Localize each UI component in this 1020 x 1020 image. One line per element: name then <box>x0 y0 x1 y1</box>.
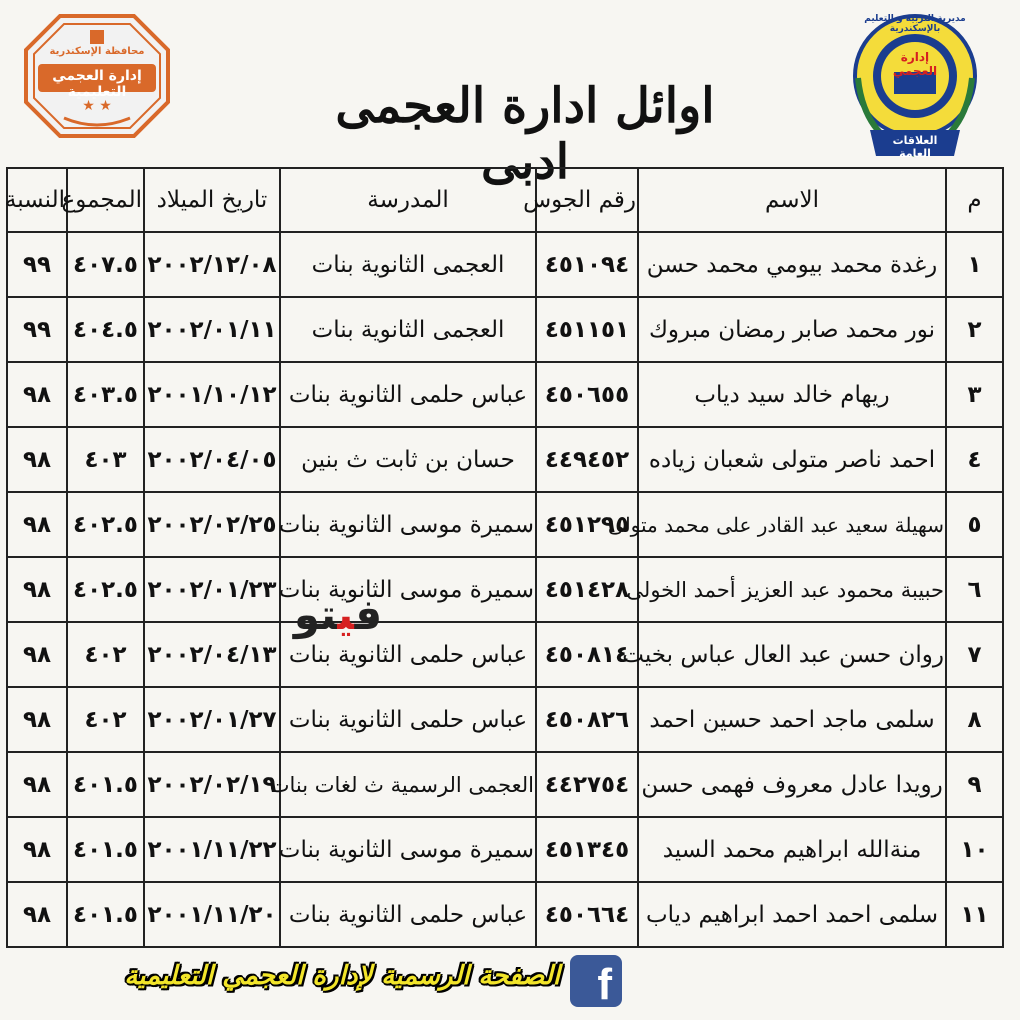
cell-name: رغدة محمد بيومي محمد حسن <box>638 232 946 297</box>
cell-seat: ٤٥١١٥١ <box>536 297 638 362</box>
table-row <box>7 232 1003 297</box>
cell-school: حسان بن ثابت ث بنين <box>280 427 536 492</box>
logo-right-ribbon-text: العلاقات العامة <box>892 134 938 160</box>
cell-index: ٢ <box>946 297 1003 362</box>
cell-birth: ٢٠٠٢/٠٢/١٩ <box>144 752 280 817</box>
cell-school: العجمى الرسمية ث لغات بنات <box>280 752 536 817</box>
table-row <box>7 427 1003 492</box>
cell-index: ٦ <box>946 557 1003 622</box>
cell-total: ٤٠١.٥ <box>67 882 144 947</box>
cell-seat: ٤٤٢٧٥٤ <box>536 752 638 817</box>
cell-school: عباس حلمى الثانوية بنات <box>280 687 536 752</box>
site-watermark <box>288 590 388 642</box>
cell-percent: ٩٨ <box>7 427 67 492</box>
pr-department-logo-right <box>850 8 980 163</box>
cell-percent: ٩٨ <box>7 752 67 817</box>
cell-birth: ٢٠٠٢/٠١/٢٧ <box>144 687 280 752</box>
cell-seat: ٤٥١٠٩٤ <box>536 232 638 297</box>
cell-percent: ٩٨ <box>7 362 67 427</box>
footer <box>60 955 630 1010</box>
cell-birth: ٢٠٠٢/١٢/٠٨ <box>144 232 280 297</box>
cell-percent: ٩٨ <box>7 492 67 557</box>
cell-index: ٣ <box>946 362 1003 427</box>
cell-school: سميرة موسى الثانوية بنات <box>280 557 536 622</box>
table-row <box>7 492 1003 557</box>
logo-right-center-text: إدارة العجمي <box>892 50 938 78</box>
cell-seat: ٤٥١٢٩٥ <box>536 492 638 557</box>
cell-birth: ٢٠٠١/١١/٢٠ <box>144 882 280 947</box>
cell-total: ٤٠١.٥ <box>67 817 144 882</box>
cell-total: ٤٠٣ <box>67 427 144 492</box>
cell-birth: ٢٠٠٢/٠٢/٢٥ <box>144 492 280 557</box>
cell-total: ٤٠٢.٥ <box>67 557 144 622</box>
cell-index: ٨ <box>946 687 1003 752</box>
cell-seat: ٤٥٠٦٦٤ <box>536 882 638 947</box>
table-row <box>7 362 1003 427</box>
table-row <box>7 687 1003 752</box>
cell-birth: ٢٠٠١/١٠/١٢ <box>144 362 280 427</box>
cell-total: ٤٠٧.٥ <box>67 232 144 297</box>
watermark-part1: ف <box>354 590 383 639</box>
cell-birth: ٢٠٠٢/٠١/١١ <box>144 297 280 362</box>
header-seat-number: رقم الجوس <box>536 168 638 232</box>
logo-right-arc-text: مديرية التربية و التعليم بالإسكندرية <box>864 14 966 34</box>
watermark-part2: تو <box>293 590 338 639</box>
header-birth-date: تاريخ الميلاد <box>144 168 280 232</box>
page-title: اوائل ادارة العجمى ادبى <box>335 78 715 190</box>
facebook-glyph: f <box>597 960 612 1009</box>
cell-seat: ٤٥٠٦٥٥ <box>536 362 638 427</box>
cell-percent: ٩٨ <box>7 817 67 882</box>
cell-seat: ٤٥٠٨٢٦ <box>536 687 638 752</box>
cell-percent: ٩٨ <box>7 557 67 622</box>
cell-name: سهيلة سعيد عبد القادر على محمد متولى <box>638 492 946 557</box>
cell-name: سلمى احمد احمد ابراهيم دياب <box>638 882 946 947</box>
header-total: المجموع <box>67 168 144 232</box>
header-index: م <box>946 168 1003 232</box>
cell-school: العجمى الثانوية بنات <box>280 297 536 362</box>
cell-percent: ٩٨ <box>7 687 67 752</box>
cell-name: احمد ناصر متولى شعبان زياده <box>638 427 946 492</box>
cell-school: عباس حلمى الثانوية بنات <box>280 622 536 687</box>
cell-index: ٤ <box>946 427 1003 492</box>
cell-total: ٤٠٢ <box>67 622 144 687</box>
cell-total: ٤٠٢ <box>67 687 144 752</box>
cell-birth: ٢٠٠٢/٠١/٢٣ <box>144 557 280 622</box>
cell-name: روان حسن عبد العال عباس بخيت <box>638 622 946 687</box>
cell-seat: ٤٥١٣٤٥ <box>536 817 638 882</box>
cell-school: سميرة موسى الثانوية بنات <box>280 492 536 557</box>
cell-name: سلمى ماجد احمد حسين احمد <box>638 687 946 752</box>
cell-index: ١٠ <box>946 817 1003 882</box>
cell-birth: ٢٠٠١/١١/٢٢ <box>144 817 280 882</box>
table-row <box>7 622 1003 687</box>
table-row <box>7 882 1003 947</box>
cell-total: ٤٠٢.٥ <box>67 492 144 557</box>
results-table <box>4 167 1002 928</box>
cell-percent: ٩٨ <box>7 622 67 687</box>
cell-name: نور محمد صابر رمضان مبروك <box>638 297 946 362</box>
cell-seat: ٤٥١٤٢٨ <box>536 557 638 622</box>
cell-school: العجمى الثانوية بنات <box>280 232 536 297</box>
cell-school: سميرة موسى الثانوية بنات <box>280 817 536 882</box>
edara-agamy-logo-left <box>24 14 170 138</box>
cell-name: ريهام خالد سيد دياب <box>638 362 946 427</box>
cell-total: ٤٠٣.٥ <box>67 362 144 427</box>
cell-total: ٤٠٤.٥ <box>67 297 144 362</box>
cell-index: ١١ <box>946 882 1003 947</box>
cell-index: ٧ <box>946 622 1003 687</box>
cell-birth: ٢٠٠٢/٠٤/١٣ <box>144 622 280 687</box>
table-row <box>7 297 1003 362</box>
footer-page-text: الصفحة الرسمية لإدارة العجمي التعليمية <box>124 961 560 991</box>
cell-seat: ٤٥٠٨١٤ <box>536 622 638 687</box>
logo-left-main-text: إدارة العجمي التعليمية <box>52 68 142 100</box>
cell-percent: ٩٩ <box>7 232 67 297</box>
table-header-row <box>7 168 1003 232</box>
facebook-icon[interactable] <box>570 955 622 1007</box>
cell-school: عباس حلمى الثانوية بنات <box>280 362 536 427</box>
cell-school: عباس حلمى الثانوية بنات <box>280 882 536 947</box>
cell-index: ١ <box>946 232 1003 297</box>
cell-percent: ٩٨ <box>7 882 67 947</box>
cell-seat: ٤٤٩٤٥٢ <box>536 427 638 492</box>
svg-text:★ ★: ★ ★ <box>82 98 112 114</box>
header-name: الاسم <box>638 168 946 232</box>
cell-name: رويدا عادل معروف فهمى حسن <box>638 752 946 817</box>
cell-index: ٩ <box>946 752 1003 817</box>
cell-name: منةالله ابراهيم محمد السيد <box>638 817 946 882</box>
cell-percent: ٩٩ <box>7 297 67 362</box>
cell-index: ٥ <box>946 492 1003 557</box>
header-school: المدرسة <box>280 168 536 232</box>
cell-total: ٤٠١.٥ <box>67 752 144 817</box>
cell-name: حبيبة محمود عبد العزيز أحمد الخولى <box>638 557 946 622</box>
cell-birth: ٢٠٠٢/٠٤/٠٥ <box>144 427 280 492</box>
table-row <box>7 752 1003 817</box>
logo-left-top-text: محافظة الإسكندرية <box>49 46 145 57</box>
watermark-dot: ي <box>337 590 355 639</box>
table-row <box>7 557 1003 622</box>
header-percent: النسبة <box>7 168 67 232</box>
table-row <box>7 817 1003 882</box>
